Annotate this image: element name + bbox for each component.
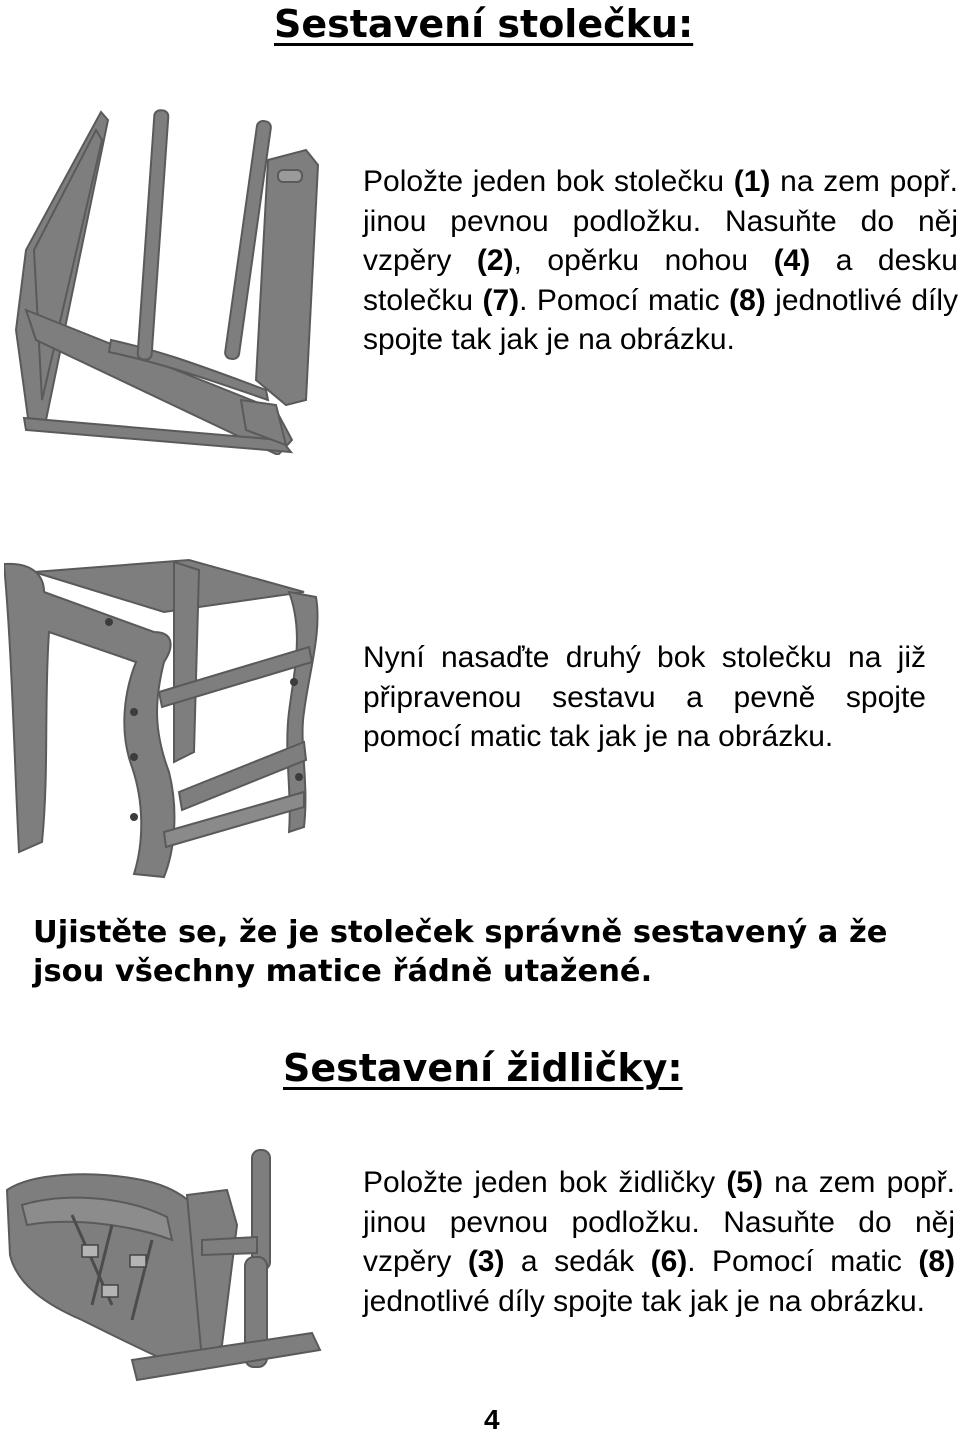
step-text (363, 1163, 955, 1321)
step-text-run: Položte jeden bok židličky (363, 1166, 727, 1199)
step-text (363, 638, 926, 757)
part-number: (7) (482, 283, 520, 317)
part-number: (8) (729, 283, 766, 317)
step-text-run: a sedák (504, 1245, 651, 1278)
step-text-run: , opěrku nohou (513, 244, 774, 277)
step-text-run: na zem popř. jinou pevnou podložku. Nasuňte do něj vzpěry (363, 1166, 955, 1278)
part-number: (2) (476, 244, 514, 277)
part-number: (6) (650, 1245, 688, 1278)
safety-note: Ujistěte se, že je stoleček správně sestavený a že jsou všechny matice řádně utažené. (33, 915, 888, 989)
section-title-chair: Sestavení židličky: (283, 1046, 683, 1090)
section-title-table: Sestavení stolečku: (274, 2, 694, 46)
step-text-run: Nyní nasaďte druhý bok stolečku na již připravenou sestavu a pevně spojte pomocí matic tak jak je na obrázku. (363, 641, 926, 753)
step-text-run: na zem popř. jinou pevnou podložku. Nasuňte do něj vzpěry (363, 165, 958, 277)
step-text-run: Položte jeden bok stolečku (363, 165, 734, 198)
assembled-table-illustration (4, 552, 334, 882)
table-side-assembly-illustration (6, 100, 346, 455)
step-text-run: jednotlivé díly spojte tak jak je na obrázku. (363, 1284, 925, 1318)
step-text-run: jednotlivé díly spojte tak jak je na obrázku. (363, 283, 959, 356)
part-number: (1) (733, 165, 771, 198)
chair-seat-assembly-illustration (2, 1145, 332, 1385)
step-text-run: . Pomocí matic (687, 1245, 919, 1278)
step-text-run: . Pomocí matic (519, 283, 730, 317)
step-text (363, 162, 958, 360)
part-number: (4) (773, 244, 811, 277)
part-number: (5) (726, 1166, 763, 1199)
part-number: (3) (467, 1245, 505, 1278)
part-number: (8) (918, 1245, 955, 1278)
step-text-run: a desku stolečku (363, 244, 958, 317)
page-number: 4 (484, 1404, 500, 1435)
